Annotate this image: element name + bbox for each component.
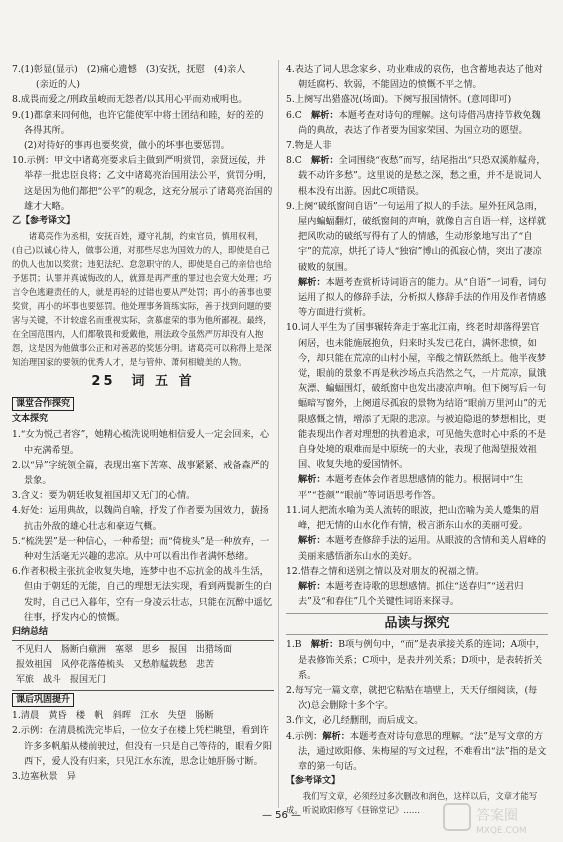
read-4-analysis: 本题考查对诗句意思的理解。“法”是写文章的方法，通过欧阳修、朱梅屋的写文过程，不难看出“法”指的是文章的第一句话。 <box>298 730 547 772</box>
read-3: 3.作文，必几经删削，而后成文。 <box>286 715 424 727</box>
answer-r7: 7.物是人非 <box>286 140 332 152</box>
explore-6 <box>12 564 274 625</box>
read-1-letter: 1.B <box>286 639 302 651</box>
answer-r11-analysis-text: 本题考查修辞手法的运用。从眼波的含情和美人眉峰的美丽来感悟浙东山水的美好。 <box>298 535 547 562</box>
answer-8: 8.成畏而爱之/刑政虽峻而无怨者/以其用心平而劝戒明也。 <box>12 94 248 106</box>
answer-r12-analysis-text: 本题考查诗歌的思想感情。抓住“送春归”“送君归去”及“和春住”几个关键性词语来探寻。 <box>298 580 524 608</box>
answer-r8-analysis: 全词围绕“夜愁”而写，结尾指出“只恐双溪舴艋舟，载不动许多愁”。这里说的是愁之深，愁之重，并不是说词人根本没有出游。因此C项错误。 <box>298 155 546 197</box>
explore-6-line1: 6.作者积极主张抗金收复失地，连梦中也不忘抗金的战斗生 <box>12 566 251 578</box>
answer-r9-analysis <box>286 275 548 321</box>
consolidate-2-line3: 夕阳西下，爱人没有归来，只见江水东流，思念让她肝肠 <box>24 740 273 767</box>
section-classroom: 课堂合作探究 <box>12 397 74 411</box>
answer-10 <box>12 153 274 214</box>
answer-9-line3: (2)对待好的事再也要奖赏，做小的坏事也要惩罚。 <box>24 140 230 152</box>
lesson-title: 25 词 五 首 <box>91 374 195 390</box>
answer-7 <box>12 62 274 92</box>
analysis-label: 解析： <box>298 535 326 547</box>
answer-r9-analysis-text: 本题考查赏析诗词语言的能力。从“自语”一词看，词句运用了拟人的修辞手法，分析拟人修辞手法的作用及作者情感等方面进行赏析。 <box>298 276 547 319</box>
consolidate-2-line2: 许许多多帆船从楼前驶过，但没有一只是自己等待的，眼看 <box>24 725 269 752</box>
summary-row-2: 报效祖国 风停花落倦梳头 又愁舴艋载愁 悲苦 <box>16 660 215 671</box>
explore-6-line3: 新生的白发时，自己已入暮年，空有一身凌云壮志，只能 <box>24 581 273 608</box>
explore-6-line4: 在沉醉中遥忆往事，抒发内心的愤慨。 <box>24 596 273 623</box>
summary-row-1: 不见归人 肠断白蘋洲 塞翠 思乡 报国 出猎场面 <box>16 645 233 656</box>
svg-text:答案圈: 答案圈 <box>476 808 518 824</box>
answer-10-line2: 并举荐一批忠臣良将；乙文中诸葛亮治国用法公平，赏罚分 <box>24 155 266 182</box>
explore-4-line1: 4.好处：运用典故，以魏尚自喻，抒发了作者要为国效力， <box>12 505 251 517</box>
explore-5-line1: 5.“梳洗罢”是一种信心，一种希望；而“倚栊头”是一种放弃， <box>12 535 261 547</box>
answer-r11: 11.词人把流水喻为美人流转的眼波，把山峦喻为美人蹙集的眉峰，把无情的山水化作有情，极言浙东山水的美丽可爱。 <box>286 504 540 532</box>
answer-7-line2: (亲近的人) <box>36 79 80 91</box>
analysis-label: 解析： <box>298 276 326 288</box>
answer-r6-letter: 6.C <box>286 109 302 121</box>
explore-3: 3.含义：要为朝廷收复祖国却又无门的心情。 <box>12 490 196 502</box>
explore-4-line2: 藐扬抗击外敌的雄心壮志和豪迈气概。 <box>24 505 269 532</box>
read-translation-heading: 【参考译文】 <box>286 776 341 787</box>
consolidate-2-line1: 2.示例：在清晨梳洗完毕后，一位女子在楼上凭栏眺望，看到 <box>12 725 260 737</box>
left-column <box>12 62 274 784</box>
read-4 <box>286 729 548 775</box>
explore-1-line1: 1.“女为悦己者容”，她精心梳洗说明她相信爱人一定会回 <box>12 429 242 441</box>
consolidate-2 <box>12 723 274 769</box>
answer-r8 <box>286 153 548 199</box>
consolidate-1: 1.清晨 黄昏 楼 帆 斜晖 江水 失望 肠断 <box>12 710 214 722</box>
explore-1 <box>12 427 274 457</box>
answer-10-line3: 明，这是因为他们都把“公平”的观念，这充分展示了诸葛亮治国的雄才 <box>24 170 273 212</box>
answer-r10-analysis-text: 本题考查体会作者思想感情的能力。根据词中“生平”“苍颜”“眼前”等词语思考作答。 <box>298 474 524 501</box>
answer-r11-analysis <box>286 533 548 563</box>
answer-r5: 5.上阕写出猎盛况(场面)。下阕写报国情怀。(意同即可) <box>286 94 512 106</box>
answer-r9: 9.上阕“破纸窗间自语”一句运用了拟人的手法。屋外狂风急雨，屋内蝙蝠翻灯，破纸窗间的声响，就像自言自语一样，这样就把风吹动的破纸写得有了人的情感，生动形象地写出了“自宇”的荒凉，烘托了诗人“独宿”博山的孤寂心情，突出了凄凉破败的氛围。 <box>286 200 547 273</box>
answer-r10-part1: 10.词人平生为了国事辗转奔走于塞北江南，终老时却落得罢官闲居，也未能施展抱负，归来时头发已花白，满怀悲愤，如今，却只能在荒凉的山村小屋，辛酸之情跃然纸上。他半夜梦觉，眼前的景象不再是秋沙场点兵浩然之气，一片荒凉，鼠饿灰漂、蝙蝠围灯，破纸窗中也发出凄凉声响。但下阕写后一句蝠暗写窗外， <box>286 322 547 410</box>
answer-10-line1: 10.示例：甲文中诸葛亮要求后主做到严明赏罚，亲贤远佞， <box>12 155 257 167</box>
analysis-label: 解析： <box>298 474 326 486</box>
column-divider <box>278 60 279 808</box>
page-number: — 56 — <box>261 810 302 821</box>
read-2: 2.每写完一篇文章，就把它粘贴在墙壁上，天天仔细阅读，(每次)总会删除十多个字。 <box>286 684 538 712</box>
explore-2-line2: 的景象。 <box>24 459 270 487</box>
explore-2 <box>12 458 274 488</box>
answer-r6 <box>286 108 548 138</box>
explore-1-line2: 来，心中充满希望。 <box>24 429 270 456</box>
translation-heading: 乙【参考译文】 <box>12 216 76 227</box>
analysis-label: 解析： <box>310 109 339 121</box>
read-translation-text: 我们写文章，必须经过多次删改和润色，这样以后，文章才能写成。听说欧阳修写《昼锦堂记》…… <box>286 791 538 816</box>
explore-2-line1: 2.以“异”字统领全篇，表现出塞下苦寒、战事紧紧、戒备森严 <box>12 459 260 471</box>
answer-r6-line2: 作者要为国家荣国、为国立功的愿望。 <box>371 124 528 136</box>
answer-r10-part2: 上阕道尽孤寂的景物为结语“眼前万里河山”的无限感慨之情，增添了无限的悲凉。与被迫隐退的梦想相比，更能表现出作者对理想的执着追求，可见他失意时心中系的不是自身处境的艰难而是中原统一的大业，表现了他渴望报效祖国、收复失地的爱国情怀。 <box>298 398 547 471</box>
read-1 <box>286 637 548 683</box>
answer-r10-analysis <box>286 472 548 502</box>
answer-r10 <box>286 320 548 472</box>
answer-9 <box>12 108 274 154</box>
answer-9-line1: 9.(1)都拿来同何他，也许它能使军中将士团结和睦，好的差的 <box>12 109 264 121</box>
translation-text: 诸葛亮作为丞相，安抚百姓，遵守礼制，约束官员，慎用权利，(自己)以诚心待人，做事公道，对那些尽忠为国效力的人，即使是自己的仇人也加以奖赏；违犯法纪、怠忽职守的人，即使是自己的亲信也给予惩罚；认罪并真诚悔改的人，就算是再严重的罪过也会宽大处理；巧言令色逃避责任的人，就是再轻的过错也要从严处罚；再小的善事也要奖赏，再小的坏事也要惩罚。他处理事务简练实际，善于找到问题的要害与关键，不计较虚名而重视实际，贪慕虚荣的事为他所鄙视。最终，在全国范围内，人们都敬畏和爱戴他，刑法政令虽然严厉却没有人抱怨，这是因为他做事公正和对善恶的奖惩分明。诸葛亮可以称得上是深知治理国家的要领的优秀人才，是与管仲、萧何相媲美的人物。 <box>12 231 272 368</box>
subsection-text-explore: 文本探究 <box>12 414 49 425</box>
analysis-label: 解析： <box>322 730 350 742</box>
analysis-label: 解析： <box>298 580 326 592</box>
watermark-logo <box>442 800 552 836</box>
explore-6-line2: 活，但由于朝廷的无能，自己的理想无法实现，看到两鬓 <box>24 566 269 593</box>
right-column <box>286 62 548 817</box>
answer-r4-line2: 他对朝廷腐朽、软弱，不能固边的愤慨不平之情。 <box>298 64 543 91</box>
explore-5-line2: 一种对生活毫无兴趣的悲凉。从中可以看出作者满怀 <box>24 535 270 563</box>
answer-r12-analysis <box>286 579 548 609</box>
summary-terms <box>12 640 274 691</box>
analysis-label: 解析： <box>310 155 339 167</box>
summary-row-3: 军旅 战斗 报国无门 <box>16 675 107 686</box>
explore-4 <box>12 503 274 533</box>
explore-5-line3: 愁绪。 <box>226 551 254 563</box>
analysis-label: 解析： <box>310 639 339 651</box>
answer-r8-letter: 8.C <box>286 155 302 167</box>
svg-text:MXQE.COM: MXQE.COM <box>476 826 527 836</box>
answer-9-line2: 各得其所。 <box>24 124 70 136</box>
answer-7-line1: 7.(1)彰显(显示) (2)痛心遗憾 (3)安抚，抚慰 (4)亲人 <box>12 64 246 75</box>
explore-5 <box>12 534 274 564</box>
read-4-lead: 4.示例： <box>286 730 323 742</box>
section-after-class: 课后巩固提升 <box>12 693 74 707</box>
section-read-explore: 品读与探究 <box>286 613 548 635</box>
consolidate-2-line4: 寸断。 <box>235 755 263 767</box>
read-1-analysis: B项与例句中，“而”是表承接关系的连词；A项中，是表修饰关系；C项中，是表并列关系；D项中，是表转折关系。 <box>298 639 545 681</box>
answer-r12: 12.惜春之情和送别之情以及对朋友的祝福之情。 <box>286 565 485 577</box>
answer-10-line4: 大略。 <box>42 200 70 212</box>
subsection-summary: 归纳总结 <box>12 627 49 638</box>
answer-r6-analysis: 本题考查对诗句的理解。这句诗借冯唐持节救免魏尚的典故，表达了 <box>298 109 541 136</box>
answer-r4-line1: 4.表达了词人思念家乡、功业难成的哀伤，也含蓄地表达了 <box>286 64 525 75</box>
answer-r4 <box>286 62 548 92</box>
consolidate-3: 3.边塞秋景 异 <box>12 771 76 783</box>
